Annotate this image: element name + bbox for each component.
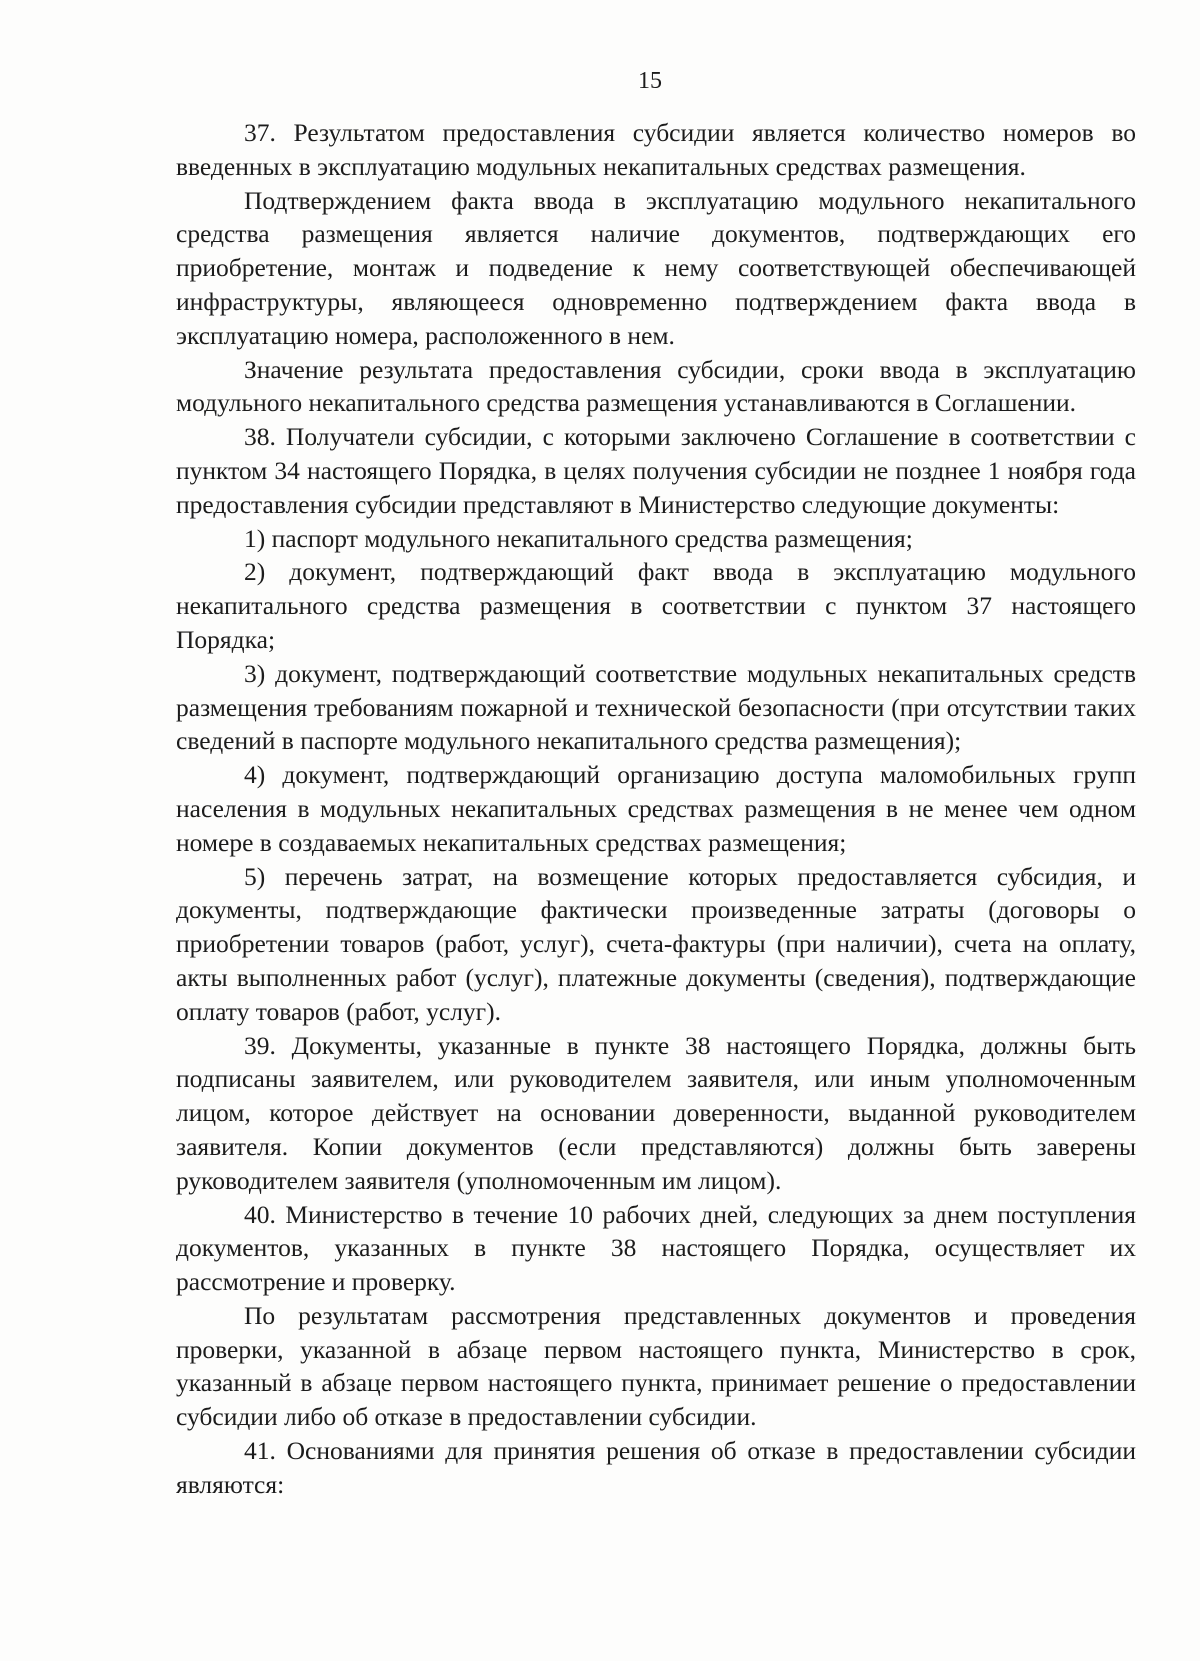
paragraph-38-documents: 38. Получатели субсидии, с которыми заключено Соглашение в соответствии с пунктом 34 настоящего Порядка, в целях получения субсидии не позднее 1 ноября года предоставления субсидии представляют в Министерство следующие документы: <box>176 422 1136 519</box>
paragraph-40-review: 40. Министерство в течение 10 рабочих дней, следующих за днем поступления документов, указанных в пункте 38 настоящего Порядка, осуществляет их рассмотрение и проверку. <box>176 1199 1136 1297</box>
list-item-2: 2) документ, подтверждающий факт ввода в эксплуатацию модульного некапитального средства размещения в соответствии с пунктом 37 настоящего Порядка; <box>176 557 1136 654</box>
list-item-3: 3) документ, подтверждающий соответствие модульных некапитальных средств размещения требованиям пожарной и технической безопасности (при отсутствии таких сведений в паспорте модульного некапитального средства размещения); <box>176 658 1136 756</box>
paragraph-41-refusal-grounds: 41. Основаниями для принятия решения об отказе в предоставлении субсидии являются: <box>176 1436 1136 1499</box>
list-item-1: 1) паспорт модульного некапитального средства размещения; <box>244 523 913 553</box>
paragraph-decision: По результатам рассмотрения представленных документов и проведения проверки, указанной в абзаце первом настоящего пункта, Министерство в срок, указанный в абзаце первом настоящего пункта, принимает решение о предоставлении субсидии либо об отказе в предоставлении субсидии. <box>176 1300 1136 1432</box>
paragraph-37-result: 37. Результатом предоставления субсидии является количество номеров во введенных в эксплуатацию модульных некапитальных средствах размещения. <box>176 118 1136 181</box>
list-item-5: 5) перечень затрат, на возмещение которых предоставляется субсидия, и документы, подтверждающие фактически произведенные затраты (договоры о приобретении товаров (работ, услуг), счета-фактуры (при наличии), счета на оплату, акты выполненных работ (услуг), платежные документы (сведения), подтверждающие оплату товаров (работ, услуг). <box>176 861 1136 1026</box>
page-number: 15 <box>638 68 662 94</box>
document-body <box>176 116 1136 1502</box>
list-item-4: 4) документ, подтверждающий организацию доступа маломобильных групп населения в модульных некапитальных средствах размещения в не менее чем одном номере в создаваемых некапитальных средствах размещения; <box>176 760 1136 857</box>
paragraph-39-signatures: 39. Документы, указанные в пункте 38 настоящего Порядка, должны быть подписаны заявителем, или руководителем заявителя, или иным уполномоченным лицом, которое действует на основании доверенности, выданной руководителем заявителя. Копии документов (если представляются) должны быть заверены руководителем заявителя (уполномоченным им лицом). <box>176 1030 1136 1195</box>
paragraph-confirmation: Подтверждением факта ввода в эксплуатацию модульного некапитального средства размещения является наличие документов, подтверждающих его приобретение, монтаж и подведение к нему соответствующей обеспечивающей инфраструктуры, являющееся одновременно подтверждением факта ввода в эксплуатацию номера, расположенного в нем. <box>176 185 1136 350</box>
paragraph-result-value: Значение результата предоставления субсидии, сроки ввода в эксплуатацию модульного некапитального средства размещения устанавливаются в Соглашении. <box>176 354 1136 418</box>
